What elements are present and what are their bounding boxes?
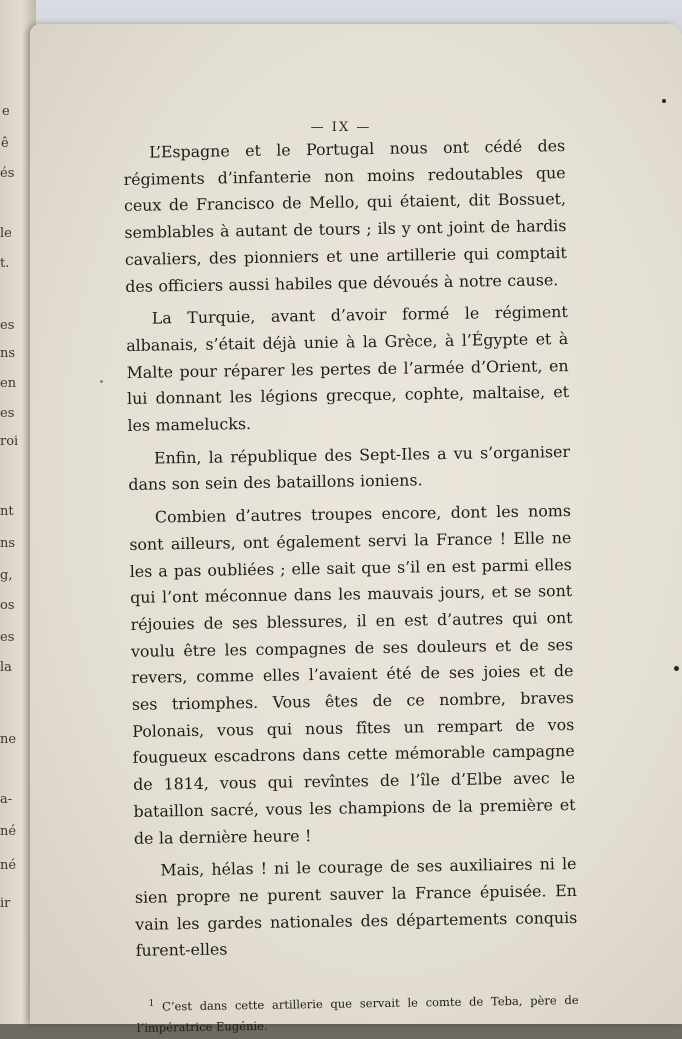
footnote-marker: 1 — [148, 998, 155, 1009]
edge-fragment: en — [0, 376, 17, 391]
paragraph: Enfin, la république des Sept-Iles a vu s’organiser dans son sein des bataillons ioniens. — [128, 441, 571, 495]
edge-fragment: ne — [0, 732, 17, 747]
edge-fragment: es — [0, 406, 15, 421]
paragraph: L’Espagne et le Portugal nous ont cédé des régiments d’infanterie non moins redoutables que ceux de Francisco de Mello, qui étaient, dit Bossuet, semblables à autant de tours ; ils y ont joint de hardis cavaliers, des pionniers et une artillerie qui comptait des officiers aussi habiles que dévoués à notre cause. — [123, 136, 567, 296]
edge-fragment: t. — [0, 256, 10, 271]
edge-fragment: né — [0, 824, 17, 839]
edge-fragment: roi — [0, 434, 19, 449]
edge-fragment: la — [0, 660, 12, 675]
edge-fragment: és — [0, 166, 15, 181]
paragraph: Combien d’autres troupes encore, dont les noms sont ailleurs, ont également servi la France ! Elle ne les a pas oubliées ; elle sait que s’il en est parmi elles qui l’ont méconnue dans les mauvais jours, et se sont réjouies de ses blessures, il en est d’autres qui ont voulu être les compagnes de ses douleurs et de ses revers, comme elles l’avaient été de ses joies et de ses triomphes. Vous êtes de ce nombre, braves Polonais, vous qui nous fîtes un rempart de vos fougueux escadrons dans cette mémorable campagne de 1814, vous qui revîntes de l’île d’Elbe avec le bataillon sacré, vous les champions de la première et de la dernière heure ! — [129, 501, 576, 848]
edge-fragment: nt — [0, 504, 14, 519]
edge-fragment: ir — [0, 896, 11, 911]
edge-fragment: né — [0, 858, 17, 873]
page-number: — IX — — [310, 120, 372, 135]
edge-fragment: os — [0, 598, 15, 613]
paper-spot — [674, 666, 679, 671]
page-body — [123, 133, 579, 1039]
paragraph: Mais, hélas ! ni le courage de ses auxiliaires ni le sien propre ne purent sauver la France épuisée. En vain les gardes nationales des départements conquis furent-elles — [134, 854, 578, 961]
edge-fragment: ns — [0, 346, 16, 361]
paper-spot — [662, 99, 666, 103]
edge-fragment: es — [0, 630, 15, 645]
paper-spot — [100, 380, 103, 383]
footnote-text: C’est dans cette artillerie que servait le comte de Teba, père de l’impératrice Eugénie. — [136, 993, 579, 1035]
edge-fragment: ê — [1, 136, 9, 151]
edge-fragment: a- — [0, 792, 13, 807]
edge-fragment: le — [0, 226, 12, 241]
edge-fragment: es — [0, 318, 15, 333]
edge-fragment: g, — [0, 568, 13, 583]
edge-fragment: ns — [0, 536, 16, 551]
edge-fragment: e — [2, 104, 10, 119]
footnote — [136, 990, 579, 1039]
paragraph: La Turquie, avant d’avoir formé le régiment albanais, s’était déjà unie à la Grèce, à l’Égypte et à Malte pour réparer les pertes de l’armée d’Orient, en lui donnant les légions grecque, cophte, maltaise, et les mamelucks. — [126, 302, 570, 435]
